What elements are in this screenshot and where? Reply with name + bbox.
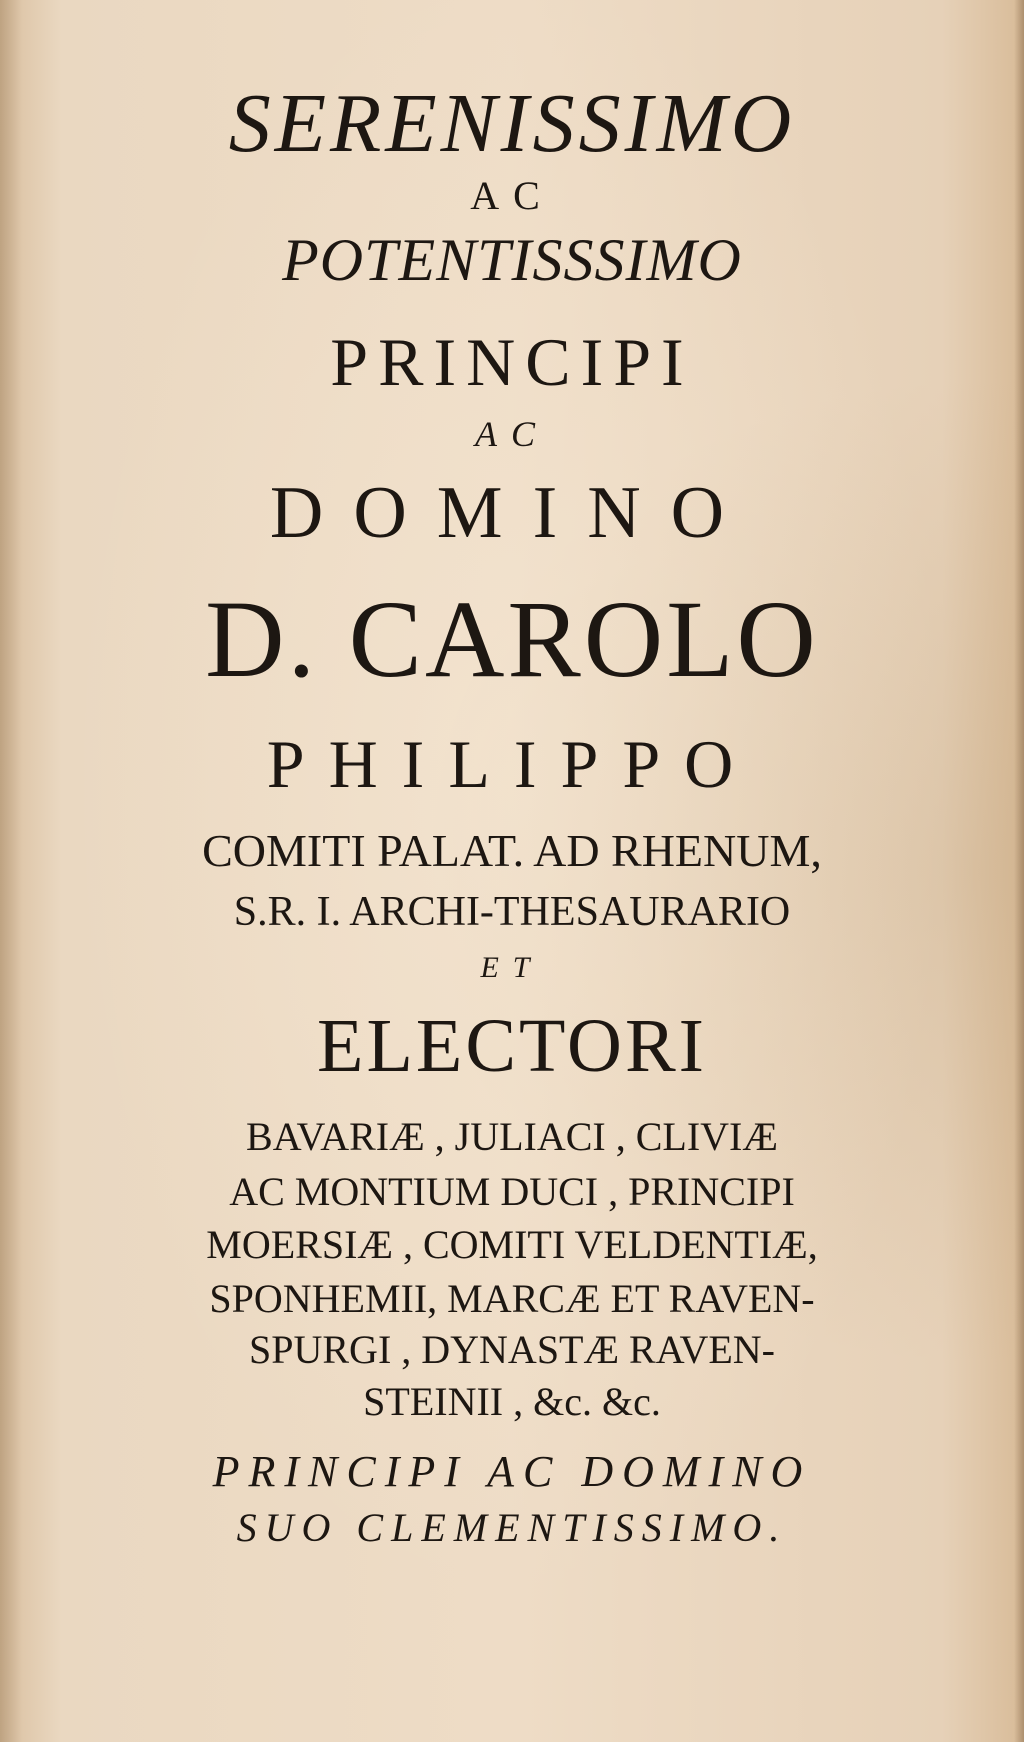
title-archi-thesaurario: S.R. I. ARCHI-THESAURARIO <box>233 889 791 935</box>
conjunction-et: ET <box>480 951 544 984</box>
titles-line-1: BAVARIÆ , JULIACI , CLIVIÆ <box>246 1114 778 1159</box>
heading-philippo: PHILIPPO <box>266 726 758 802</box>
titles-line-3: MOERSIÆ , COMITI VELDENTIÆ, <box>206 1222 818 1267</box>
heading-d-carolo: D. CAROLO <box>205 578 819 700</box>
heading-potentissimo: POTENTISSSIMO <box>282 227 742 293</box>
titles-line-2: AC MONTIUM DUCI , PRINCIPI <box>229 1169 795 1214</box>
titles-line-4: SPONHEMII, MARCÆ ET RAVEN- <box>209 1276 815 1321</box>
title-comiti-palat: COMITI PALAT. AD RHENUM, <box>202 825 822 876</box>
conjunction-ac-2: AC <box>474 414 549 454</box>
conjunction-ac-1: AC <box>470 173 554 218</box>
titles-line-6: STEINII , &c. &c. <box>363 1379 661 1424</box>
heading-principi: PRINCIPI <box>330 324 694 400</box>
titles-line-5: SPURGI , DYNASTÆ RAVEN- <box>249 1327 775 1372</box>
closing-suo-clementissimo: SUO CLEMENTISSIMO. <box>236 1505 788 1550</box>
heading-domino: DOMINO <box>269 472 755 554</box>
heading-electori: ELECTORI <box>317 1004 707 1088</box>
heading-serenissimo: SERENISSIMO <box>228 77 796 170</box>
closing-principi-ac-domino: PRINCIPI AC DOMINO <box>212 1447 812 1496</box>
